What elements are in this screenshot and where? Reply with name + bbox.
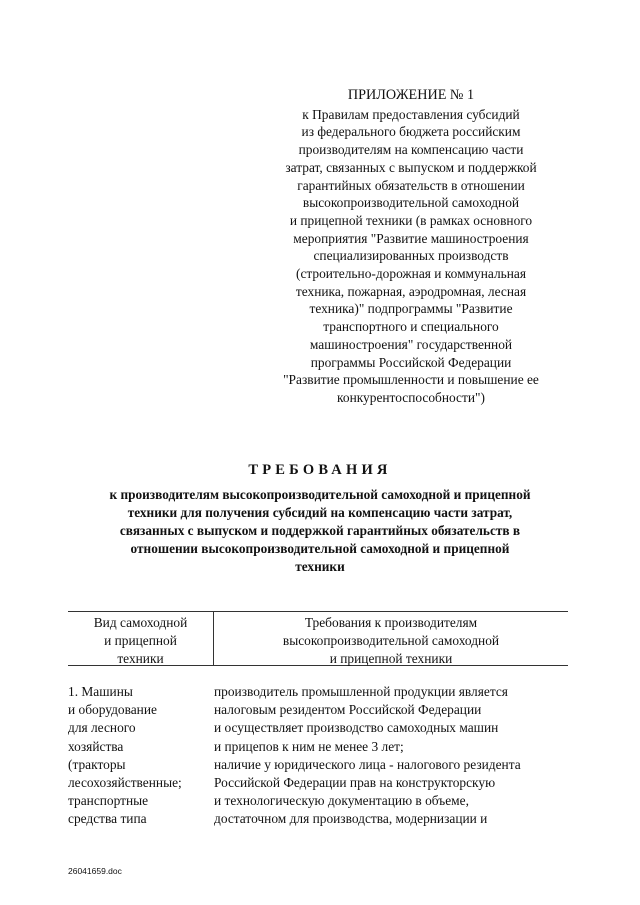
cell-line: и осуществляет производство самоходных машин <box>214 720 499 736</box>
cell-line: производитель промышленной продукции является <box>214 684 508 699</box>
appendix-line: машиностроения" государственной <box>309 336 513 352</box>
cell-line: и прицепов к ним не менее 3 лет; <box>214 738 404 754</box>
cell-line: 1. Машины <box>68 684 133 699</box>
appendix-block <box>246 87 576 407</box>
appendix-line: "Развитие промышленности и повышение ее <box>283 372 539 388</box>
cell-line: наличие у юридического лица - налогового резидента <box>214 756 521 772</box>
appendix-line: из федерального бюджета российским <box>301 124 521 140</box>
appendix-line: мероприятия "Развитие машиностроения <box>293 230 529 246</box>
subtitle-line: связанных с выпуском и поддержкой гарантийных обязательств в <box>119 522 521 538</box>
requirements-subtitle <box>60 486 580 576</box>
appendix-line: специализированных производств <box>313 248 509 264</box>
table-row-1-type <box>68 683 218 829</box>
cell-line: средства типа <box>68 811 147 827</box>
cell-line: достаточном для производства, модернизации и <box>214 811 488 827</box>
subtitle-line: техники для получения субсидий на компенсацию части затрат, <box>127 504 513 520</box>
header-line: и прицепной <box>104 632 177 648</box>
cell-line: (тракторы <box>68 756 126 772</box>
appendix-line: гарантийных обязательств в отношении <box>297 177 525 193</box>
appendix-line: высокопроизводительной самоходной <box>302 195 520 211</box>
appendix-line: к Правилам предоставления субсидий <box>302 106 520 122</box>
appendix-line: транспортного и специального <box>323 319 499 335</box>
subtitle-line: отношении высокопроизводительной самоходной и прицепной <box>130 540 510 556</box>
appendix-line: затрат, связанных с выпуском и поддержкой <box>285 159 537 175</box>
cell-line: и технологическую документацию в объеме, <box>214 793 469 809</box>
cell-line: для лесного <box>68 720 136 736</box>
cell-line: транспортные <box>68 793 149 809</box>
header-line: техники <box>117 650 164 666</box>
appendix-line: и прицепной техники (в рамках основного <box>289 212 533 228</box>
cell-line: Российской Федерации прав на конструкторскую <box>214 775 496 791</box>
column-header-requirements <box>214 614 568 668</box>
subtitle-line: техники <box>295 558 345 574</box>
appendix-line: программы Российской Федерации <box>310 354 512 370</box>
appendix-line: техника, пожарная, аэродромная, лесная <box>295 283 527 299</box>
subtitle-line: к производителям высокопроизводительной самоходной и прицепной <box>109 487 531 502</box>
appendix-line: (строительно-дорожная и коммунальная <box>295 266 527 282</box>
cell-line: лесохозяйственные; <box>68 775 182 791</box>
footer-filename: 26041659.doc <box>68 866 122 876</box>
header-line: Вид самоходной <box>93 615 188 630</box>
cell-line: и оборудование <box>68 702 157 718</box>
table-row-1-requirements <box>214 683 594 829</box>
header-line: и прицепной техники <box>329 650 453 666</box>
cell-line: хозяйства <box>68 738 124 754</box>
column-header-type <box>68 614 213 668</box>
requirements-title: ТРЕБОВАНИЯ <box>248 462 392 478</box>
header-line: высокопроизводительной самоходной <box>282 632 500 648</box>
appendix-line: производителям на компенсацию части <box>298 142 524 158</box>
appendix-line: конкурентоспособности") <box>337 389 485 405</box>
cell-line: налоговым резидентом Российской Федерации <box>214 702 482 718</box>
table-top-rule <box>68 611 568 612</box>
header-line: Требования к производителям <box>304 615 478 630</box>
appendix-heading: ПРИЛОЖЕНИЕ № 1 <box>347 87 475 103</box>
appendix-line: техника)" подпрограммы "Развитие <box>309 301 513 317</box>
